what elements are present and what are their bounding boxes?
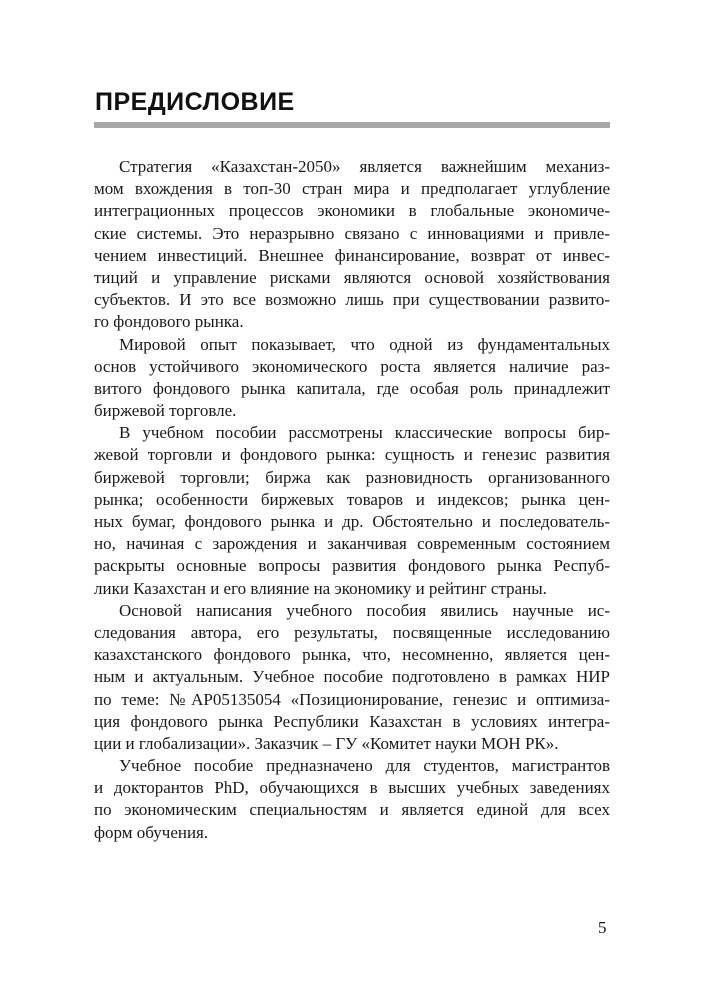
text-line: и докторантов PhD, обучающихся в высших учебных заведениях	[94, 778, 610, 798]
text-line: интеграционных процессов экономики в глобальные экономиче-	[94, 201, 610, 221]
text-line: Учебное пособие предназначено для студентов, магистрантов	[119, 756, 610, 776]
text-line: ным и актуальным. Учебное пособие подготовлено в рамках НИР	[94, 667, 610, 687]
paragraph	[94, 334, 610, 423]
text-line: рынка; особенности биржевых товаров и индексов; рынка цен-	[94, 489, 610, 509]
text-line: казахстанского фондового рынка, что, несомненно, является цен-	[94, 645, 610, 665]
page-title: ПРЕДИСЛОВИЕ	[95, 88, 295, 116]
paragraph	[94, 600, 610, 755]
text-line: Стратегия «Казахстан-2050» является важнейшим механиз-	[119, 157, 610, 176]
paragraph	[94, 755, 610, 844]
text-line: биржевой торговле.	[94, 401, 237, 421]
text-line: раскрыты основные вопросы развития фондового рынка Респуб-	[94, 556, 610, 576]
text-line: форм обучения.	[94, 822, 209, 842]
text-line: ские системы. Это неразрывно связано с инновациями и привле-	[94, 223, 610, 243]
text-line: жевой торговли и фондового рынка: сущность и генезис развития	[94, 445, 610, 465]
text-line: го фондового рынка.	[94, 312, 244, 332]
text-line: ных бумаг, фондового рынка и др. Обстоятельно и последователь-	[94, 512, 610, 531]
text-line: по теме: №AP05135054 «Позиционирование, генезис и оптимиза-	[94, 689, 610, 709]
heading-underline-rule	[94, 122, 610, 128]
text-line: но, начиная с зарождения и заканчивая современным состоянием	[94, 534, 610, 554]
body-text	[94, 156, 610, 844]
paragraph	[94, 156, 610, 334]
text-line: Мировой опыт показывает, что одной из фундаментальных	[119, 334, 610, 354]
text-line: следования автора, его результаты, посвященные исследованию	[94, 622, 610, 642]
page-number: 5	[598, 918, 607, 937]
text-line: ции и глобализации». Заказчик – ГУ «Комитет науки МОН РК».	[94, 733, 559, 753]
text-line: мом вхождения в топ-30 стран мира и предполагает углубление	[94, 179, 610, 199]
paragraph	[94, 422, 610, 600]
text-line: субъектов. И это все возможно лишь при существовании развито-	[94, 290, 610, 310]
text-line: лики Казахстан и его влияние на экономику и рейтинг страны.	[94, 578, 547, 598]
text-line: В учебном пособии рассмотрены классические вопросы бир-	[119, 423, 610, 443]
text-line: биржевой торговли; биржа как разновидность организованного	[94, 467, 610, 487]
text-line: Основой написания учебного пособия явились научные ис-	[119, 600, 610, 620]
text-line: ция фондового рынка Республики Казахстан в условиях интегра-	[94, 711, 610, 731]
text-line: по экономическим специальностям и является единой для всех	[94, 800, 610, 820]
text-line: витого фондового рынка капитала, где особая роль принадлежит	[94, 378, 610, 398]
text-line: основ устойчивого экономического роста является наличие раз-	[94, 356, 610, 376]
text-line: тиций и управление рисками являются основой хозяйствования	[94, 267, 610, 287]
text-line: чением инвестиций. Внешнее финансирование, возврат от инвес-	[94, 245, 610, 265]
